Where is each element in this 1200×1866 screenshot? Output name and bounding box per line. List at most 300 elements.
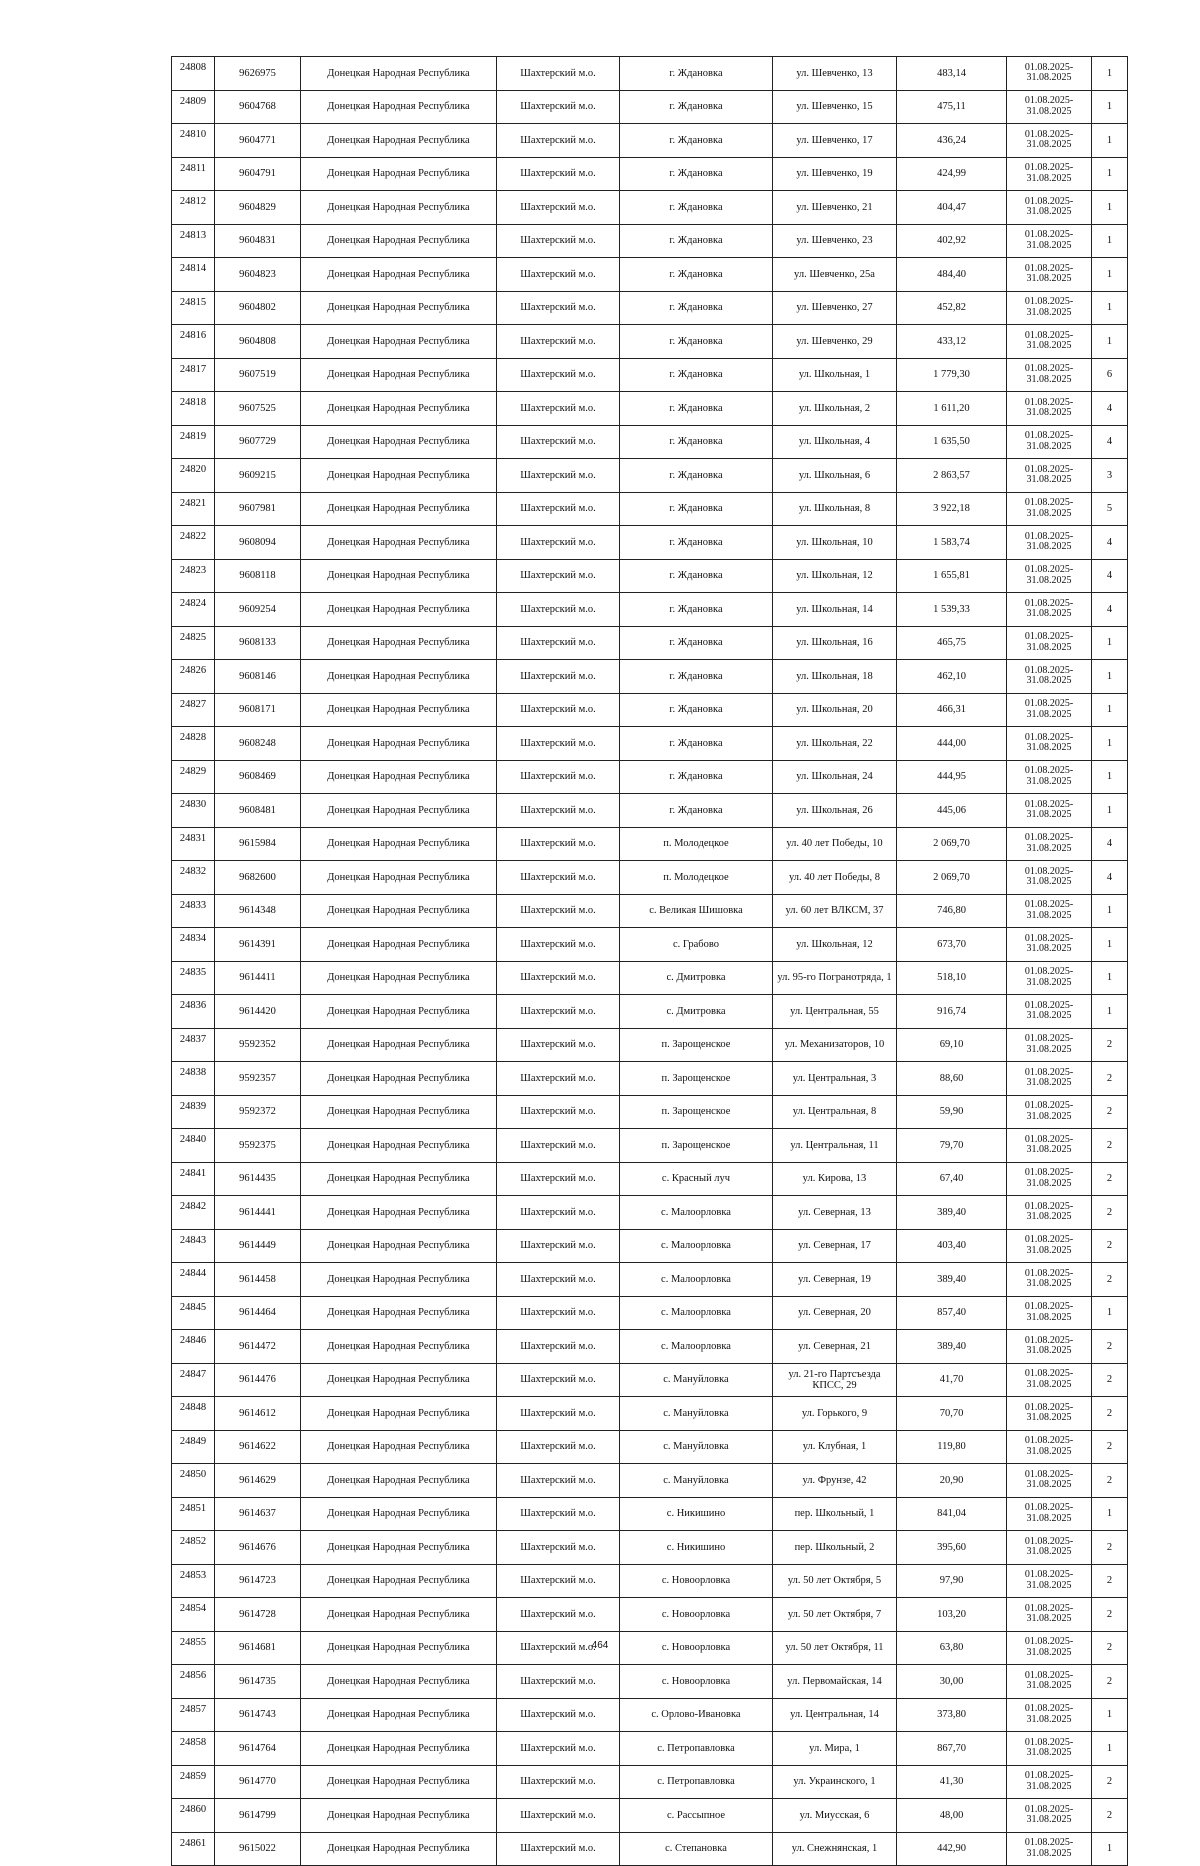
period-cell: 01.08.2025- 31.08.2025 bbox=[1007, 258, 1092, 292]
quantity-cell: 6 bbox=[1092, 358, 1128, 392]
address-cell: ул. Школьная, 26 bbox=[773, 794, 897, 828]
address-cell: ул. 40 лет Победы, 8 bbox=[773, 861, 897, 895]
address-cell: ул. Северная, 21 bbox=[773, 1330, 897, 1364]
table-row bbox=[172, 727, 1128, 761]
period-cell: 01.08.2025- 31.08.2025 bbox=[1007, 1129, 1092, 1163]
address-cell: ул. 50 лет Октября, 7 bbox=[773, 1598, 897, 1632]
table-row bbox=[172, 1129, 1128, 1163]
address-cell: ул. Школьная, 22 bbox=[773, 727, 897, 761]
object-id-cell: 9608469 bbox=[215, 760, 301, 794]
table-row bbox=[172, 1196, 1128, 1230]
period-cell: 01.08.2025- 31.08.2025 bbox=[1007, 392, 1092, 426]
municipal-district-cell: Шахтерский м.о. bbox=[497, 894, 620, 928]
row-number-cell: 24822 bbox=[172, 526, 215, 560]
quantity-cell: 2 bbox=[1092, 1464, 1128, 1498]
address-cell: ул. Миусская, 6 bbox=[773, 1799, 897, 1833]
municipal-district-cell: Шахтерский м.о. bbox=[497, 1363, 620, 1397]
settlement-cell: с. Никишино bbox=[620, 1497, 773, 1531]
object-id-cell: 9614735 bbox=[215, 1665, 301, 1699]
period-cell: 01.08.2025- 31.08.2025 bbox=[1007, 1095, 1092, 1129]
settlement-cell: с. Грабово bbox=[620, 928, 773, 962]
table-row bbox=[172, 928, 1128, 962]
address-cell: ул. Школьная, 8 bbox=[773, 492, 897, 526]
period-cell: 01.08.2025- 31.08.2025 bbox=[1007, 1832, 1092, 1866]
address-cell: ул. Школьная, 1 bbox=[773, 358, 897, 392]
area-cell: 433,12 bbox=[897, 325, 1007, 359]
period-cell: 01.08.2025- 31.08.2025 bbox=[1007, 693, 1092, 727]
table-row bbox=[172, 760, 1128, 794]
address-cell: ул. 21-го Партсъезда КПСС, 29 bbox=[773, 1363, 897, 1397]
quantity-cell: 2 bbox=[1092, 1229, 1128, 1263]
row-number-cell: 24823 bbox=[172, 559, 215, 593]
settlement-cell: с. Мануйловка bbox=[620, 1430, 773, 1464]
address-cell: ул. Северная, 13 bbox=[773, 1196, 897, 1230]
region-cell: Донецкая Народная Республика bbox=[301, 1229, 497, 1263]
object-id-cell: 9604823 bbox=[215, 258, 301, 292]
period-cell: 01.08.2025- 31.08.2025 bbox=[1007, 559, 1092, 593]
address-cell: ул. Центральная, 55 bbox=[773, 995, 897, 1029]
settlement-cell: с. Новоорловка bbox=[620, 1564, 773, 1598]
region-cell: Донецкая Народная Республика bbox=[301, 1263, 497, 1297]
object-id-cell: 9592357 bbox=[215, 1062, 301, 1096]
address-cell: ул. Школьная, 4 bbox=[773, 425, 897, 459]
table-row bbox=[172, 258, 1128, 292]
region-cell: Донецкая Народная Республика bbox=[301, 492, 497, 526]
municipal-district-cell: Шахтерский м.о. bbox=[497, 1732, 620, 1766]
region-cell: Донецкая Народная Республика bbox=[301, 1330, 497, 1364]
quantity-cell: 2 bbox=[1092, 1799, 1128, 1833]
settlement-cell: г. Ждановка bbox=[620, 224, 773, 258]
region-cell: Донецкая Народная Республика bbox=[301, 258, 497, 292]
row-number-cell: 24847 bbox=[172, 1363, 215, 1397]
address-cell: ул. Шевченко, 19 bbox=[773, 157, 897, 191]
municipal-district-cell: Шахтерский м.о. bbox=[497, 425, 620, 459]
area-cell: 103,20 bbox=[897, 1598, 1007, 1632]
municipal-district-cell: Шахтерский м.о. bbox=[497, 1832, 620, 1866]
object-id-cell: 9614458 bbox=[215, 1263, 301, 1297]
municipal-district-cell: Шахтерский м.о. bbox=[497, 760, 620, 794]
region-cell: Донецкая Народная Республика bbox=[301, 1765, 497, 1799]
region-cell: Донецкая Народная Республика bbox=[301, 894, 497, 928]
object-id-cell: 9608171 bbox=[215, 693, 301, 727]
period-cell: 01.08.2025- 31.08.2025 bbox=[1007, 760, 1092, 794]
settlement-cell: г. Ждановка bbox=[620, 760, 773, 794]
municipal-district-cell: Шахтерский м.о. bbox=[497, 258, 620, 292]
municipal-district-cell: Шахтерский м.о. bbox=[497, 1765, 620, 1799]
quantity-cell: 2 bbox=[1092, 1028, 1128, 1062]
municipal-district-cell: Шахтерский м.о. bbox=[497, 1698, 620, 1732]
settlement-cell: г. Ждановка bbox=[620, 392, 773, 426]
region-cell: Донецкая Народная Республика bbox=[301, 1095, 497, 1129]
settlement-cell: с. Мануйловка bbox=[620, 1363, 773, 1397]
object-id-cell: 9614441 bbox=[215, 1196, 301, 1230]
region-cell: Донецкая Народная Республика bbox=[301, 961, 497, 995]
area-cell: 424,99 bbox=[897, 157, 1007, 191]
area-cell: 2 863,57 bbox=[897, 459, 1007, 493]
table-row bbox=[172, 1028, 1128, 1062]
municipal-district-cell: Шахтерский м.о. bbox=[497, 492, 620, 526]
table-body bbox=[172, 57, 1128, 1866]
settlement-cell: г. Ждановка bbox=[620, 626, 773, 660]
period-cell: 01.08.2025- 31.08.2025 bbox=[1007, 459, 1092, 493]
region-cell: Донецкая Народная Республика bbox=[301, 1196, 497, 1230]
quantity-cell: 1 bbox=[1092, 794, 1128, 828]
period-cell: 01.08.2025- 31.08.2025 bbox=[1007, 1564, 1092, 1598]
row-number-cell: 24848 bbox=[172, 1397, 215, 1431]
settlement-cell: с. Малоорловка bbox=[620, 1296, 773, 1330]
region-cell: Донецкая Народная Республика bbox=[301, 1665, 497, 1699]
region-cell: Донецкая Народная Республика bbox=[301, 1732, 497, 1766]
settlement-cell: с. Никишино bbox=[620, 1531, 773, 1565]
period-cell: 01.08.2025- 31.08.2025 bbox=[1007, 1698, 1092, 1732]
period-cell: 01.08.2025- 31.08.2025 bbox=[1007, 1196, 1092, 1230]
period-cell: 01.08.2025- 31.08.2025 bbox=[1007, 1229, 1092, 1263]
address-cell: ул. 50 лет Октября, 11 bbox=[773, 1631, 897, 1665]
address-cell: ул. Школьная, 18 bbox=[773, 660, 897, 694]
area-cell: 1 779,30 bbox=[897, 358, 1007, 392]
row-number-cell: 24812 bbox=[172, 191, 215, 225]
quantity-cell: 2 bbox=[1092, 1129, 1128, 1163]
period-cell: 01.08.2025- 31.08.2025 bbox=[1007, 526, 1092, 560]
period-cell: 01.08.2025- 31.08.2025 bbox=[1007, 90, 1092, 124]
quantity-cell: 2 bbox=[1092, 1430, 1128, 1464]
table-row bbox=[172, 1330, 1128, 1364]
row-number-cell: 24846 bbox=[172, 1330, 215, 1364]
address-cell: ул. 60 лет ВЛКСМ, 37 bbox=[773, 894, 897, 928]
area-cell: 404,47 bbox=[897, 191, 1007, 225]
municipal-district-cell: Шахтерский м.о. bbox=[497, 124, 620, 158]
row-number-cell: 24838 bbox=[172, 1062, 215, 1096]
address-cell: ул. Украинского, 1 bbox=[773, 1765, 897, 1799]
row-number-cell: 24824 bbox=[172, 593, 215, 627]
address-cell: ул. Шевченко, 13 bbox=[773, 57, 897, 91]
table-row bbox=[172, 459, 1128, 493]
quantity-cell: 4 bbox=[1092, 559, 1128, 593]
area-cell: 20,90 bbox=[897, 1464, 1007, 1498]
quantity-cell: 2 bbox=[1092, 1095, 1128, 1129]
municipal-district-cell: Шахтерский м.о. bbox=[497, 1330, 620, 1364]
settlement-cell: г. Ждановка bbox=[620, 57, 773, 91]
quantity-cell: 1 bbox=[1092, 191, 1128, 225]
table-row bbox=[172, 1832, 1128, 1866]
municipal-district-cell: Шахтерский м.о. bbox=[497, 291, 620, 325]
object-id-cell: 9592375 bbox=[215, 1129, 301, 1163]
table-row bbox=[172, 1397, 1128, 1431]
region-cell: Донецкая Народная Республика bbox=[301, 727, 497, 761]
address-cell: ул. Северная, 19 bbox=[773, 1263, 897, 1297]
area-cell: 483,14 bbox=[897, 57, 1007, 91]
address-cell: ул. Механизаторов, 10 bbox=[773, 1028, 897, 1062]
table-row bbox=[172, 894, 1128, 928]
row-number-cell: 24817 bbox=[172, 358, 215, 392]
area-cell: 916,74 bbox=[897, 995, 1007, 1029]
settlement-cell: г. Ждановка bbox=[620, 291, 773, 325]
region-cell: Донецкая Народная Республика bbox=[301, 760, 497, 794]
object-id-cell: 9604768 bbox=[215, 90, 301, 124]
row-number-cell: 24833 bbox=[172, 894, 215, 928]
region-cell: Донецкая Народная Республика bbox=[301, 1363, 497, 1397]
period-cell: 01.08.2025- 31.08.2025 bbox=[1007, 157, 1092, 191]
address-cell: ул. Школьная, 6 bbox=[773, 459, 897, 493]
quantity-cell: 2 bbox=[1092, 1162, 1128, 1196]
row-number-cell: 24843 bbox=[172, 1229, 215, 1263]
period-cell: 01.08.2025- 31.08.2025 bbox=[1007, 1732, 1092, 1766]
period-cell: 01.08.2025- 31.08.2025 bbox=[1007, 827, 1092, 861]
region-cell: Донецкая Народная Республика bbox=[301, 693, 497, 727]
quantity-cell: 1 bbox=[1092, 258, 1128, 292]
object-id-cell: 9609254 bbox=[215, 593, 301, 627]
municipal-district-cell: Шахтерский м.о. bbox=[497, 459, 620, 493]
settlement-cell: г. Ждановка bbox=[620, 526, 773, 560]
object-id-cell: 9608481 bbox=[215, 794, 301, 828]
region-cell: Донецкая Народная Республика bbox=[301, 827, 497, 861]
settlement-cell: с. Степановка bbox=[620, 1832, 773, 1866]
municipal-district-cell: Шахтерский м.о. bbox=[497, 1263, 620, 1297]
period-cell: 01.08.2025- 31.08.2025 bbox=[1007, 1765, 1092, 1799]
address-cell: ул. Центральная, 3 bbox=[773, 1062, 897, 1096]
period-cell: 01.08.2025- 31.08.2025 bbox=[1007, 325, 1092, 359]
object-id-cell: 9604802 bbox=[215, 291, 301, 325]
object-id-cell: 9614612 bbox=[215, 1397, 301, 1431]
row-number-cell: 24825 bbox=[172, 626, 215, 660]
table-row bbox=[172, 90, 1128, 124]
area-cell: 452,82 bbox=[897, 291, 1007, 325]
area-cell: 389,40 bbox=[897, 1330, 1007, 1364]
row-number-cell: 24827 bbox=[172, 693, 215, 727]
period-cell: 01.08.2025- 31.08.2025 bbox=[1007, 291, 1092, 325]
object-id-cell: 9604831 bbox=[215, 224, 301, 258]
row-number-cell: 24854 bbox=[172, 1598, 215, 1632]
quantity-cell: 2 bbox=[1092, 1665, 1128, 1699]
row-number-cell: 24811 bbox=[172, 157, 215, 191]
area-cell: 48,00 bbox=[897, 1799, 1007, 1833]
quantity-cell: 2 bbox=[1092, 1631, 1128, 1665]
address-cell: ул. 40 лет Победы, 10 bbox=[773, 827, 897, 861]
region-cell: Донецкая Народная Республика bbox=[301, 291, 497, 325]
address-cell: ул. Шевченко, 27 bbox=[773, 291, 897, 325]
region-cell: Донецкая Народная Республика bbox=[301, 1799, 497, 1833]
period-cell: 01.08.2025- 31.08.2025 bbox=[1007, 492, 1092, 526]
municipal-district-cell: Шахтерский м.о. bbox=[497, 526, 620, 560]
quantity-cell: 1 bbox=[1092, 1497, 1128, 1531]
table-row bbox=[172, 1799, 1128, 1833]
object-id-cell: 9614476 bbox=[215, 1363, 301, 1397]
settlement-cell: п. Зарощенское bbox=[620, 1095, 773, 1129]
region-cell: Донецкая Народная Республика bbox=[301, 626, 497, 660]
area-cell: 2 069,70 bbox=[897, 827, 1007, 861]
object-id-cell: 9614391 bbox=[215, 928, 301, 962]
municipal-district-cell: Шахтерский м.о. bbox=[497, 1028, 620, 1062]
settlement-cell: г. Ждановка bbox=[620, 459, 773, 493]
object-id-cell: 9604771 bbox=[215, 124, 301, 158]
municipal-district-cell: Шахтерский м.о. bbox=[497, 1631, 620, 1665]
object-id-cell: 9614799 bbox=[215, 1799, 301, 1833]
municipal-district-cell: Шахтерский м.о. bbox=[497, 961, 620, 995]
settlement-cell: г. Ждановка bbox=[620, 593, 773, 627]
region-cell: Донецкая Народная Республика bbox=[301, 1430, 497, 1464]
address-cell: ул. Школьная, 2 bbox=[773, 392, 897, 426]
row-number-cell: 24837 bbox=[172, 1028, 215, 1062]
row-number-cell: 24810 bbox=[172, 124, 215, 158]
address-cell: ул. Кирова, 13 bbox=[773, 1162, 897, 1196]
region-cell: Донецкая Народная Республика bbox=[301, 325, 497, 359]
row-number-cell: 24813 bbox=[172, 224, 215, 258]
table-row bbox=[172, 1698, 1128, 1732]
region-cell: Донецкая Народная Республика bbox=[301, 559, 497, 593]
object-id-cell: 9614464 bbox=[215, 1296, 301, 1330]
object-id-cell: 9614764 bbox=[215, 1732, 301, 1766]
area-cell: 841,04 bbox=[897, 1497, 1007, 1531]
region-cell: Донецкая Народная Республика bbox=[301, 1129, 497, 1163]
row-number-cell: 24842 bbox=[172, 1196, 215, 1230]
quantity-cell: 2 bbox=[1092, 1397, 1128, 1431]
municipal-district-cell: Шахтерский м.о. bbox=[497, 593, 620, 627]
period-cell: 01.08.2025- 31.08.2025 bbox=[1007, 1430, 1092, 1464]
row-number-cell: 24857 bbox=[172, 1698, 215, 1732]
quantity-cell: 1 bbox=[1092, 760, 1128, 794]
settlement-cell: п. Зарощенское bbox=[620, 1129, 773, 1163]
area-cell: 746,80 bbox=[897, 894, 1007, 928]
quantity-cell: 1 bbox=[1092, 157, 1128, 191]
settlement-cell: с. Дмитровка bbox=[620, 961, 773, 995]
quantity-cell: 1 bbox=[1092, 57, 1128, 91]
area-cell: 403,40 bbox=[897, 1229, 1007, 1263]
municipal-district-cell: Шахтерский м.о. bbox=[497, 928, 620, 962]
settlement-cell: г. Ждановка bbox=[620, 90, 773, 124]
period-cell: 01.08.2025- 31.08.2025 bbox=[1007, 1062, 1092, 1096]
quantity-cell: 4 bbox=[1092, 827, 1128, 861]
municipal-district-cell: Шахтерский м.о. bbox=[497, 1665, 620, 1699]
period-cell: 01.08.2025- 31.08.2025 bbox=[1007, 894, 1092, 928]
row-number-cell: 24859 bbox=[172, 1765, 215, 1799]
table-row bbox=[172, 1296, 1128, 1330]
row-number-cell: 24835 bbox=[172, 961, 215, 995]
row-number-cell: 24844 bbox=[172, 1263, 215, 1297]
period-cell: 01.08.2025- 31.08.2025 bbox=[1007, 57, 1092, 91]
table-row bbox=[172, 995, 1128, 1029]
municipal-district-cell: Шахтерский м.о. bbox=[497, 1229, 620, 1263]
address-cell: ул. Шевченко, 25а bbox=[773, 258, 897, 292]
region-cell: Донецкая Народная Республика bbox=[301, 1832, 497, 1866]
settlement-cell: г. Ждановка bbox=[620, 191, 773, 225]
quantity-cell: 1 bbox=[1092, 325, 1128, 359]
row-number-cell: 24821 bbox=[172, 492, 215, 526]
object-id-cell: 9614723 bbox=[215, 1564, 301, 1598]
row-number-cell: 24829 bbox=[172, 760, 215, 794]
settlement-cell: г. Ждановка bbox=[620, 258, 773, 292]
address-cell: ул. Школьная, 12 bbox=[773, 928, 897, 962]
area-cell: 444,95 bbox=[897, 760, 1007, 794]
row-number-cell: 24840 bbox=[172, 1129, 215, 1163]
object-id-cell: 9614681 bbox=[215, 1631, 301, 1665]
table-row bbox=[172, 1564, 1128, 1598]
table-row bbox=[172, 1665, 1128, 1699]
address-cell: ул. Школьная, 16 bbox=[773, 626, 897, 660]
region-cell: Донецкая Народная Республика bbox=[301, 995, 497, 1029]
settlement-cell: с. Новоорловка bbox=[620, 1631, 773, 1665]
period-cell: 01.08.2025- 31.08.2025 bbox=[1007, 626, 1092, 660]
period-cell: 01.08.2025- 31.08.2025 bbox=[1007, 1665, 1092, 1699]
settlement-cell: с. Новоорловка bbox=[620, 1598, 773, 1632]
table-row bbox=[172, 224, 1128, 258]
settlement-cell: с. Новоорловка bbox=[620, 1665, 773, 1699]
municipal-district-cell: Шахтерский м.о. bbox=[497, 861, 620, 895]
settlement-cell: г. Ждановка bbox=[620, 693, 773, 727]
region-cell: Донецкая Народная Республика bbox=[301, 1564, 497, 1598]
object-id-cell: 9614676 bbox=[215, 1531, 301, 1565]
quantity-cell: 1 bbox=[1092, 995, 1128, 1029]
period-cell: 01.08.2025- 31.08.2025 bbox=[1007, 1028, 1092, 1062]
address-cell: ул. Школьная, 24 bbox=[773, 760, 897, 794]
region-cell: Донецкая Народная Республика bbox=[301, 1397, 497, 1431]
region-cell: Донецкая Народная Республика bbox=[301, 1631, 497, 1665]
area-cell: 465,75 bbox=[897, 626, 1007, 660]
settlement-cell: с. Петропавловка bbox=[620, 1732, 773, 1766]
region-cell: Донецкая Народная Республика bbox=[301, 1698, 497, 1732]
quantity-cell: 1 bbox=[1092, 291, 1128, 325]
object-id-cell: 9614420 bbox=[215, 995, 301, 1029]
table-row bbox=[172, 124, 1128, 158]
period-cell: 01.08.2025- 31.08.2025 bbox=[1007, 660, 1092, 694]
quantity-cell: 1 bbox=[1092, 894, 1128, 928]
row-number-cell: 24850 bbox=[172, 1464, 215, 1498]
object-id-cell: 9607729 bbox=[215, 425, 301, 459]
table-row bbox=[172, 1229, 1128, 1263]
period-cell: 01.08.2025- 31.08.2025 bbox=[1007, 425, 1092, 459]
period-cell: 01.08.2025- 31.08.2025 bbox=[1007, 1531, 1092, 1565]
address-cell: ул. Мира, 1 bbox=[773, 1732, 897, 1766]
region-cell: Донецкая Народная Республика bbox=[301, 57, 497, 91]
area-cell: 475,11 bbox=[897, 90, 1007, 124]
period-cell: 01.08.2025- 31.08.2025 bbox=[1007, 124, 1092, 158]
region-cell: Донецкая Народная Республика bbox=[301, 526, 497, 560]
period-cell: 01.08.2025- 31.08.2025 bbox=[1007, 995, 1092, 1029]
object-id-cell: 9614743 bbox=[215, 1698, 301, 1732]
region-cell: Донецкая Народная Республика bbox=[301, 1062, 497, 1096]
region-cell: Донецкая Народная Республика bbox=[301, 90, 497, 124]
region-cell: Донецкая Народная Республика bbox=[301, 392, 497, 426]
object-id-cell: 9608118 bbox=[215, 559, 301, 593]
municipal-district-cell: Шахтерский м.о. bbox=[497, 325, 620, 359]
municipal-district-cell: Шахтерский м.о. bbox=[497, 1162, 620, 1196]
row-number-cell: 24852 bbox=[172, 1531, 215, 1565]
period-cell: 01.08.2025- 31.08.2025 bbox=[1007, 1464, 1092, 1498]
table-row bbox=[172, 660, 1128, 694]
object-id-cell: 9608146 bbox=[215, 660, 301, 694]
period-cell: 01.08.2025- 31.08.2025 bbox=[1007, 727, 1092, 761]
period-cell: 01.08.2025- 31.08.2025 bbox=[1007, 1598, 1092, 1632]
settlement-cell: г. Ждановка bbox=[620, 325, 773, 359]
settlement-cell: с. Дмитровка bbox=[620, 995, 773, 1029]
object-id-cell: 9607525 bbox=[215, 392, 301, 426]
settlement-cell: с. Орлово-Ивановка bbox=[620, 1698, 773, 1732]
region-cell: Донецкая Народная Республика bbox=[301, 1598, 497, 1632]
table-row bbox=[172, 1363, 1128, 1397]
row-number-cell: 24808 bbox=[172, 57, 215, 91]
municipal-district-cell: Шахтерский м.о. bbox=[497, 57, 620, 91]
table-row bbox=[172, 1765, 1128, 1799]
row-number-cell: 24834 bbox=[172, 928, 215, 962]
area-cell: 462,10 bbox=[897, 660, 1007, 694]
area-cell: 88,60 bbox=[897, 1062, 1007, 1096]
municipal-district-cell: Шахтерский м.о. bbox=[497, 157, 620, 191]
settlement-cell: г. Ждановка bbox=[620, 559, 773, 593]
address-cell: пер. Школьный, 2 bbox=[773, 1531, 897, 1565]
table-row bbox=[172, 693, 1128, 727]
table-row bbox=[172, 492, 1128, 526]
period-cell: 01.08.2025- 31.08.2025 bbox=[1007, 593, 1092, 627]
settlement-cell: п. Зарощенское bbox=[620, 1062, 773, 1096]
